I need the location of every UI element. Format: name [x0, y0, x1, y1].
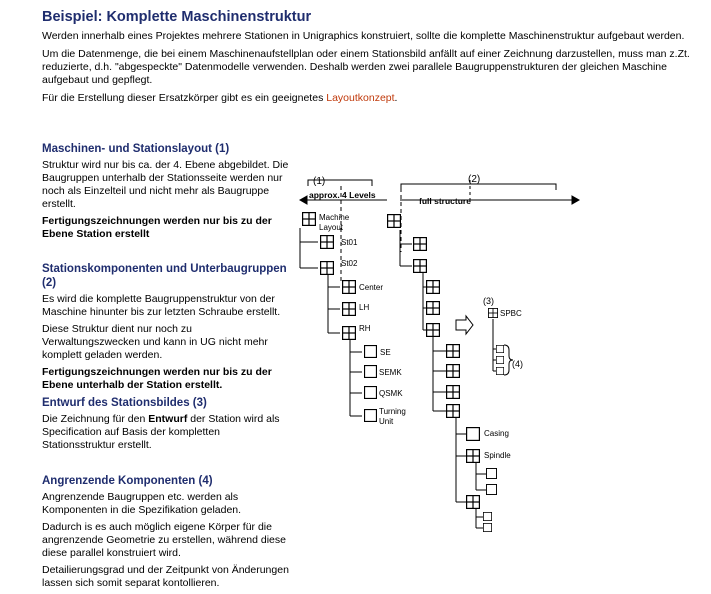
node-label-rh: RH	[359, 324, 371, 333]
section-heading: Stationskomponenten und Unterbaugruppen (2)	[42, 263, 287, 289]
intro-paragraph-3-end: .	[394, 92, 398, 104]
label-1-subtitle: approx. 4 Levels	[309, 190, 376, 200]
node-label-se: SE	[380, 348, 391, 357]
intro-paragraph-1: Werden innerhalb eines Projektes mehrere Stationen in Unigraphics konstruiert, sollte die komplette Maschinenstruktur aufgebaut werden.	[42, 30, 685, 42]
section-heading: Entwurf des Stationsbildes (3)	[42, 397, 207, 409]
section-text: Detailierungsgrad und der Zeitpunkt von Änderungen lassen sich somit separat kontollieren.	[42, 564, 289, 589]
page-title: Beispiel: Komplette Maschinenstruktur	[42, 9, 312, 25]
node-label-turning: Turning	[379, 407, 406, 416]
layoutkonzept-link[interactable]: Layoutkonzept	[326, 92, 395, 104]
label-2: (2)	[468, 174, 481, 185]
intro-paragraph-3-text: Für die Erstellung dieser Ersatzkörper gibt es ein geeignetes	[42, 92, 327, 104]
section-text-part: der Station wird als Specification auf Basis der kompletten Stationsstruktur erstellt.	[42, 413, 280, 451]
node-label-casing: Casing	[484, 429, 509, 438]
node-label-st01: St01	[341, 238, 358, 247]
node-label-spbc: SPBC	[500, 309, 522, 318]
node-label-unit: Unit	[379, 417, 394, 426]
section-bold-text: Fertigungszeichnungen werden nur bis zu der Ebene Station erstellt	[42, 215, 272, 240]
section-text: Struktur wird nur bis ca. der 4. Ebene abgebildet. Die Baugruppen unterhalb der Stationsseite werden nur noch als Einzelteil und nicht mehr als Baugruppe erstellt.	[42, 159, 289, 210]
node-label-qsmk: QSMK	[379, 389, 403, 398]
node-label-spindle: Spindle	[484, 451, 511, 460]
section-text-bold: Entwurf	[148, 413, 188, 425]
node-label-semk: SEMK	[379, 368, 402, 377]
label-1: (1)	[313, 176, 326, 187]
node-label-center: Center	[359, 283, 384, 292]
label-2-subtitle: full structure	[419, 196, 471, 206]
section-heading: Angrenzende Komponenten (4)	[42, 475, 213, 487]
intro-paragraph-2: Um die Datenmenge, die bei einem Maschinenaufstellplan oder einem Stationsbild anfällt auf einer Zeichnung darzustellen, muss man z.Zt. reduzierte, d.h. "abgespeckte" Datenmodelle verwenden. Deshalb werden zwei parallele Baugruppenstrukturen der gleichen Maschine aufgebaut und gepflegt.	[42, 48, 690, 86]
label-4: (4)	[512, 359, 523, 369]
label-3: (3)	[483, 296, 494, 306]
node-label-lh: LH	[359, 303, 370, 312]
node-label-machine: Machine	[319, 213, 350, 222]
node-label-layout: Layout	[319, 223, 344, 232]
section-text: Diese Struktur dient nur noch zu Verwaltungszwecken und kann in UG nicht mehr komplett geladen werden.	[42, 323, 268, 361]
section-text-part: Die Zeichnung für den	[42, 413, 149, 425]
section-text: Angrenzende Baugruppen etc. werden als Komponenten in die Spezifikation geladen.	[42, 491, 242, 516]
section-text: Es wird die komplette Baugruppenstruktur von der Maschine hinunter bis zur letzten Schraube erstellt.	[42, 293, 281, 318]
section-text: Dadurch is es auch möglich eigene Körper für die angrenzende Geometrie zu erstellen, während diese diese parallel konstruiert wird.	[42, 521, 286, 559]
section-heading: Maschinen- und Stationslayout (1)	[42, 143, 230, 155]
node-label-st02: St02	[341, 259, 358, 268]
section-bold-text: Fertigungszeichnungen werden nur bis zu der Ebene unterhalb der Station erstellt.	[42, 366, 272, 391]
